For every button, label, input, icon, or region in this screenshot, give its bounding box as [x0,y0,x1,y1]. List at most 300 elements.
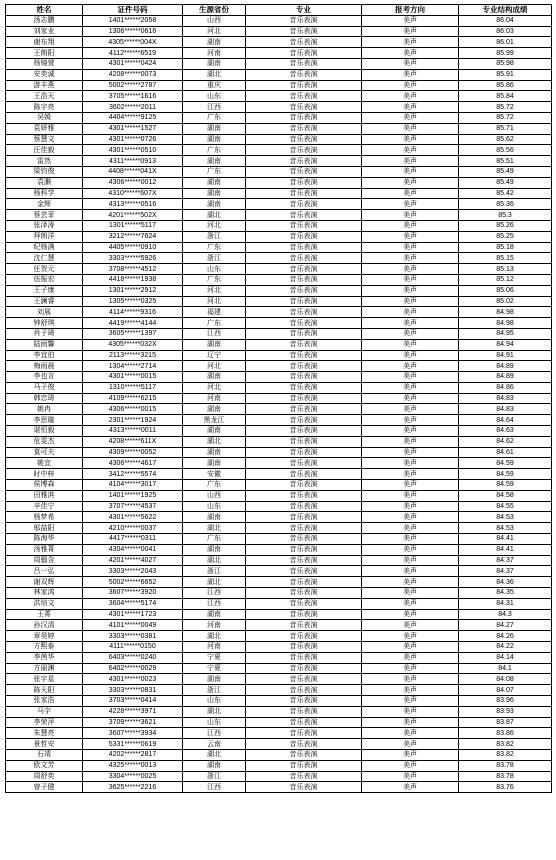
cell-name: 危雯杰 [6,436,83,447]
cell-id-number: 4301******0023 [83,674,183,685]
cell-name: 曾子健 [6,782,83,793]
cell-direction: 美声 [362,749,459,760]
table-row [6,112,552,123]
cell-direction: 美声 [362,642,459,653]
cell-id-number: 4301******0424 [83,58,183,69]
cell-name: 蔡芸菲 [6,210,83,221]
cell-direction: 美声 [362,188,459,199]
cell-major: 音乐表演 [246,555,362,566]
cell-direction: 美声 [362,123,459,134]
table-row [6,706,552,717]
header-direction: 报考方向 [362,5,459,16]
cell-province: 湖北 [183,555,246,566]
cell-id-number: 6402******0029 [83,663,183,674]
cell-major: 音乐表演 [246,69,362,80]
cell-major: 音乐表演 [246,177,362,188]
cell-name: 雷然 [6,156,83,167]
table-row [6,609,552,620]
cell-major: 音乐表演 [246,145,362,156]
cell-province: 湖北 [183,69,246,80]
cell-name: 安奕诚 [6,69,83,80]
cell-direction: 美声 [362,706,459,717]
cell-name: 韩忠琦 [6,393,83,404]
cell-id-number: 1301******5117 [83,220,183,231]
table-row [6,512,552,523]
cell-province: 湖南 [183,760,246,771]
cell-province: 湖南 [183,372,246,383]
header-name: 姓名 [6,5,83,16]
cell-score: 85.36 [459,199,552,210]
cell-name: 李宜伯 [6,350,83,361]
cell-direction: 美声 [362,253,459,264]
cell-major: 音乐表演 [246,523,362,534]
cell-score: 83.93 [459,706,552,717]
cell-name: 姚宜 [6,458,83,469]
cell-major: 音乐表演 [246,642,362,653]
cell-name: 侯博森 [6,480,83,491]
cell-score: 85.62 [459,134,552,145]
cell-name: 梁钧俊 [6,166,83,177]
cell-direction: 美声 [362,469,459,480]
table-row [6,253,552,264]
cell-score: 84.59 [459,469,552,480]
cell-id-number: 4208******0073 [83,69,183,80]
table-row [6,760,552,771]
cell-score: 85.84 [459,91,552,102]
table-row [6,534,552,545]
table-row [6,156,552,167]
cell-province: 江西 [183,782,246,793]
cell-major: 音乐表演 [246,544,362,555]
cell-name: 谌恒毅 [6,426,83,437]
cell-id-number: 4313******0516 [83,199,183,210]
cell-major: 音乐表演 [246,415,362,426]
cell-score: 85.49 [459,166,552,177]
cell-province: 江西 [183,328,246,339]
cell-direction: 美声 [362,15,459,26]
cell-name: 肖子琦 [6,328,83,339]
cell-name: 吴媛 [6,112,83,123]
cell-score: 85.13 [459,264,552,275]
cell-major: 音乐表演 [246,717,362,728]
cell-name: 方丽渊 [6,663,83,674]
cell-province: 湖南 [183,199,246,210]
cell-province: 湖南 [183,447,246,458]
table-row [6,739,552,750]
cell-score: 86.01 [459,37,552,48]
cell-score: 84.08 [459,674,552,685]
cell-name: 莫可夫 [6,447,83,458]
table-row [6,501,552,512]
table-row [6,361,552,372]
table-row [6,372,552,383]
table-row [6,48,552,59]
cell-id-number: 3303******0381 [83,631,183,642]
cell-major: 音乐表演 [246,739,362,750]
table-row [6,717,552,728]
cell-direction: 美声 [362,318,459,329]
cell-direction: 美声 [362,220,459,231]
cell-id-number: 1310******5117 [83,382,183,393]
cell-province: 湖南 [183,123,246,134]
cell-direction: 美声 [362,728,459,739]
cell-id-number: 4101******0049 [83,620,183,631]
cell-direction: 美声 [362,339,459,350]
cell-score: 84.91 [459,350,552,361]
table-row [6,685,552,696]
cell-direction: 美声 [362,480,459,491]
cell-direction: 美声 [362,285,459,296]
cell-direction: 美声 [362,447,459,458]
cell-name: 陈海华 [6,534,83,545]
cell-id-number: 3703******0414 [83,696,183,707]
cell-direction: 美声 [362,631,459,642]
cell-score: 83.96 [459,696,552,707]
cell-major: 音乐表演 [246,210,362,221]
cell-province: 湖南 [183,156,246,167]
cell-province: 山东 [183,264,246,275]
cell-id-number: 2301******1924 [83,415,183,426]
cell-province: 江西 [183,102,246,113]
cell-direction: 美声 [362,166,459,177]
cell-score: 84.36 [459,577,552,588]
cell-direction: 美声 [362,58,459,69]
cell-major: 音乐表演 [246,426,362,437]
cell-score: 85.86 [459,80,552,91]
cell-direction: 美声 [362,652,459,663]
cell-major: 音乐表演 [246,274,362,285]
cell-name: 王澜睿 [6,296,83,307]
cell-name: 袁灏 [6,177,83,188]
cell-province: 广东 [183,166,246,177]
cell-direction: 美声 [362,48,459,59]
cell-score: 84.31 [459,598,552,609]
cell-province: 广东 [183,112,246,123]
cell-direction: 美声 [362,534,459,545]
cell-direction: 美声 [362,685,459,696]
cell-id-number: 4311******0913 [83,156,183,167]
table-row [6,318,552,329]
cell-major: 音乐表演 [246,48,362,59]
cell-major: 音乐表演 [246,458,362,469]
table-row [6,523,552,534]
cell-direction: 美声 [362,231,459,242]
table-row [6,134,552,145]
cell-id-number: 3303******0831 [83,685,183,696]
cell-name: 张泽涛 [6,220,83,231]
cell-name: 汤雅菁 [6,544,83,555]
cell-name: 游丰燕 [6,80,83,91]
cell-name: 张家浩 [6,696,83,707]
results-table [5,4,552,793]
cell-name: 石靖 [6,749,83,760]
cell-province: 河北 [183,296,246,307]
cell-direction: 美声 [362,771,459,782]
cell-id-number: 3412******5574 [83,469,183,480]
table-row [6,91,552,102]
cell-name: 吕一弘 [6,566,83,577]
cell-province: 湖南 [183,177,246,188]
table-row [6,436,552,447]
table-row [6,404,552,415]
cell-major: 音乐表演 [246,652,362,663]
table-row [6,480,552,491]
cell-score: 84.59 [459,458,552,469]
cell-major: 音乐表演 [246,80,362,91]
cell-province: 山东 [183,91,246,102]
cell-major: 音乐表演 [246,112,362,123]
cell-direction: 美声 [362,210,459,221]
cell-id-number: 4325******0013 [83,760,183,771]
cell-id-number: 4114******9316 [83,307,183,318]
cell-id-number: 4208******611X [83,436,183,447]
header-id-number: 证件号码 [83,5,183,16]
cell-major: 音乐表演 [246,339,362,350]
cell-name: 欧文芳 [6,760,83,771]
cell-major: 音乐表演 [246,253,362,264]
cell-id-number: 4408******041X [83,166,183,177]
cell-direction: 美声 [362,102,459,113]
cell-direction: 美声 [362,588,459,599]
table-row [6,749,552,760]
cell-direction: 美声 [362,296,459,307]
table-row [6,490,552,501]
cell-direction: 美声 [362,264,459,275]
cell-score: 84.98 [459,307,552,318]
table-row [6,69,552,80]
cell-name: 李思璇 [6,415,83,426]
cell-score: 84.63 [459,426,552,437]
cell-id-number: 4405******0910 [83,242,183,253]
cell-id-number: 4310******607X [83,188,183,199]
cell-score: 83.78 [459,760,552,771]
cell-name: 林家鸿 [6,588,83,599]
cell-name: 王浩天 [6,91,83,102]
cell-score: 85.18 [459,242,552,253]
cell-province: 宁夏 [183,663,246,674]
cell-score: 85.15 [459,253,552,264]
cell-major: 音乐表演 [246,760,362,771]
cell-id-number: 4228******3971 [83,706,183,717]
cell-direction: 美声 [362,739,459,750]
table-row [6,728,552,739]
cell-province: 湖南 [183,188,246,199]
table-row [6,393,552,404]
cell-name: 姚冉 [6,404,83,415]
cell-major: 音乐表演 [246,199,362,210]
cell-name: 汤志鹏 [6,15,83,26]
cell-id-number: 4306******0012 [83,177,183,188]
cell-score: 84.89 [459,372,552,383]
cell-province: 湖南 [183,512,246,523]
cell-major: 音乐表演 [246,696,362,707]
cell-direction: 美声 [362,80,459,91]
cell-major: 音乐表演 [246,447,362,458]
cell-score: 84.89 [459,361,552,372]
cell-name: 伍振宏 [6,274,83,285]
table-row [6,642,552,653]
cell-direction: 美声 [362,555,459,566]
cell-score: 84.83 [459,404,552,415]
cell-province: 安徽 [183,469,246,480]
table-row [6,674,552,685]
cell-major: 音乐表演 [246,91,362,102]
cell-score: 85.42 [459,188,552,199]
cell-score: 84.94 [459,339,552,350]
cell-score: 83.86 [459,728,552,739]
cell-major: 音乐表演 [246,685,362,696]
cell-major: 音乐表演 [246,404,362,415]
cell-province: 广东 [183,534,246,545]
cell-direction: 美声 [362,609,459,620]
cell-major: 音乐表演 [246,15,362,26]
cell-id-number: 3705******1616 [83,91,183,102]
cell-id-number: 5002******6652 [83,577,183,588]
cell-score: 83.87 [459,717,552,728]
cell-score: 84.61 [459,447,552,458]
cell-name: 朱慧亮 [6,728,83,739]
cell-id-number: 4418******1938 [83,274,183,285]
cell-id-number: 4201******502X [83,210,183,221]
cell-score: 84.27 [459,620,552,631]
cell-major: 音乐表演 [246,134,362,145]
table-row [6,123,552,134]
table-row [6,210,552,221]
table-row [6,220,552,231]
table-row [6,274,552,285]
cell-major: 音乐表演 [246,350,362,361]
cell-id-number: 3604******5174 [83,598,183,609]
table-row [6,566,552,577]
cell-id-number: 1304******2714 [83,361,183,372]
cell-direction: 美声 [362,696,459,707]
cell-name: 杨梦希 [6,512,83,523]
cell-province: 湖南 [183,544,246,555]
table-row [6,15,552,26]
table-row [6,555,552,566]
cell-id-number: 4304******0041 [83,544,183,555]
cell-id-number: 4301******0510 [83,145,183,156]
cell-major: 音乐表演 [246,480,362,491]
cell-major: 音乐表演 [246,598,362,609]
cell-direction: 美声 [362,426,459,437]
cell-id-number: 4305******032X [83,339,183,350]
cell-name: 章昊婷 [6,631,83,642]
cell-score: 83.76 [459,782,552,793]
cell-name: 周舒奕 [6,771,83,782]
cell-name: 周骝含 [6,555,83,566]
cell-direction: 美声 [362,566,459,577]
table-row [6,199,552,210]
cell-name: 刘家业 [6,26,83,37]
cell-id-number: 1306******0616 [83,26,183,37]
cell-id-number: 3303******5926 [83,253,183,264]
cell-province: 河北 [183,361,246,372]
cell-major: 音乐表演 [246,328,362,339]
cell-major: 音乐表演 [246,674,362,685]
cell-name: 谢东翔 [6,37,83,48]
cell-id-number: 4301******0726 [83,134,183,145]
table-row [6,37,552,48]
table-row [6,382,552,393]
header-score: 专业结构成绩 [459,5,552,16]
cell-major: 音乐表演 [246,296,362,307]
cell-province: 山西 [183,490,246,501]
cell-name: 梅雨晨 [6,361,83,372]
table-row [6,696,552,707]
cell-direction: 美声 [362,145,459,156]
cell-score: 84.64 [459,415,552,426]
cell-name: 谢双辉 [6,577,83,588]
table-row [6,588,552,599]
table-row [6,458,552,469]
cell-province: 重庆 [183,80,246,91]
cell-name: 邬喆阳 [6,523,83,534]
table-row [6,620,552,631]
cell-name: 孙汉清 [6,620,83,631]
cell-score: 84.22 [459,642,552,653]
cell-name: 纪杨满 [6,242,83,253]
cell-score: 84.3 [459,609,552,620]
cell-major: 音乐表演 [246,436,362,447]
cell-id-number: 3304******0025 [83,771,183,782]
cell-province: 河南 [183,642,246,653]
cell-score: 84.95 [459,328,552,339]
cell-major: 音乐表演 [246,588,362,599]
cell-score: 84.26 [459,631,552,642]
cell-id-number: 5331******0619 [83,739,183,750]
cell-name: 沈仁慧 [6,253,83,264]
cell-id-number: 4301******1723 [83,609,183,620]
table-row [6,307,552,318]
cell-province: 湖南 [183,134,246,145]
cell-direction: 美声 [362,577,459,588]
cell-name: 钟舒琪 [6,318,83,329]
cell-id-number: 3707******4537 [83,501,183,512]
cell-name: 拜朗洋 [6,231,83,242]
cell-score: 84.1 [459,663,552,674]
cell-direction: 美声 [362,523,459,534]
cell-direction: 美声 [362,91,459,102]
cell-score: 83.82 [459,749,552,760]
table-row [6,544,552,555]
cell-name: 田雅淇 [6,490,83,501]
table-row [6,426,552,437]
cell-province: 辽宁 [183,350,246,361]
cell-score: 85.91 [459,69,552,80]
cell-name: 辛佳宁 [6,501,83,512]
cell-name: 张宇星 [6,674,83,685]
cell-province: 湖南 [183,37,246,48]
cell-id-number: 5002******2787 [83,80,183,91]
cell-major: 音乐表演 [246,490,362,501]
cell-id-number: 1401******2058 [83,15,183,26]
header-province: 生源省份 [183,5,246,16]
cell-major: 音乐表演 [246,102,362,113]
cell-major: 音乐表演 [246,469,362,480]
cell-id-number: 4301******1527 [83,123,183,134]
cell-province: 浙江 [183,231,246,242]
cell-score: 84.53 [459,512,552,523]
table-row [6,177,552,188]
cell-major: 音乐表演 [246,706,362,717]
cell-id-number: 3605******1397 [83,328,183,339]
cell-id-number: 3303******2043 [83,566,183,577]
table-row [6,782,552,793]
cell-score: 85.12 [459,274,552,285]
cell-name: 马宇 [6,706,83,717]
cell-score: 85.99 [459,48,552,59]
